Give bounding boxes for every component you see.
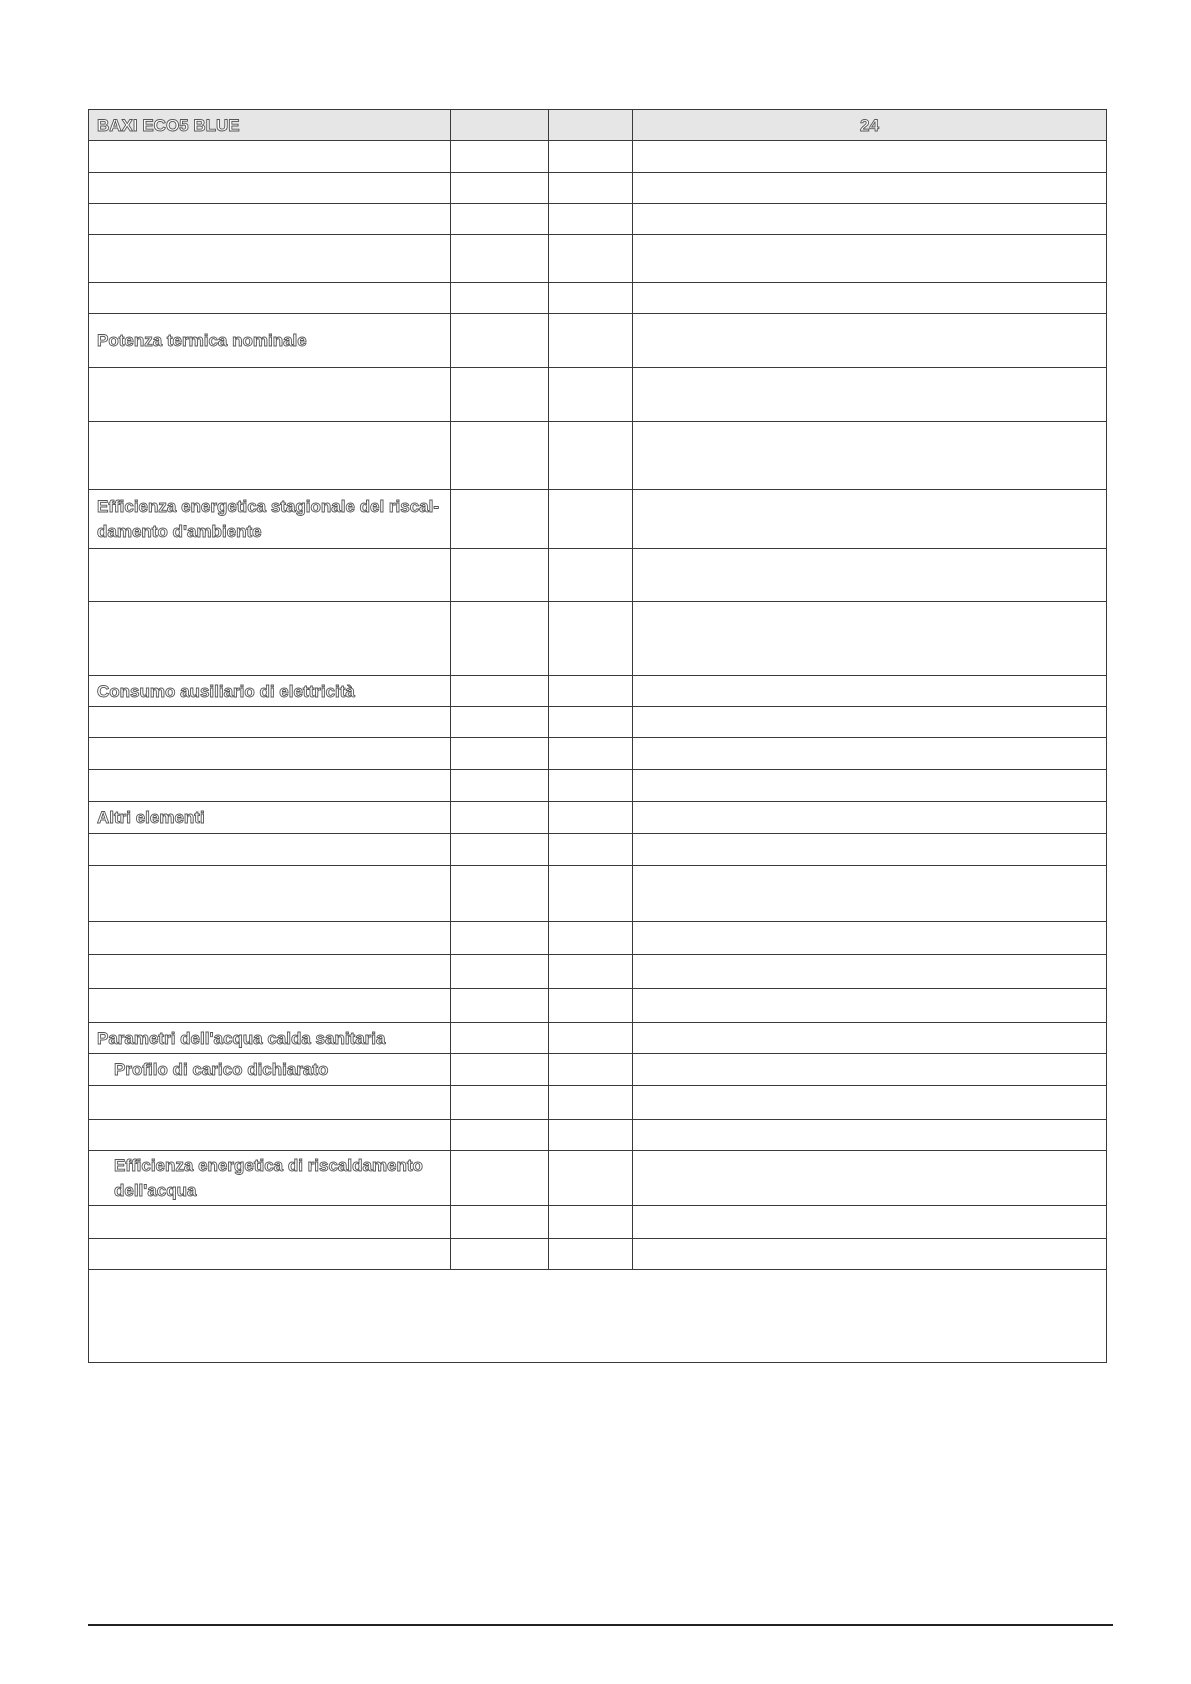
- row-cell: [549, 866, 633, 922]
- row-cell: [633, 738, 1107, 770]
- row-cell: [451, 204, 549, 235]
- row-cell: [633, 834, 1107, 866]
- row-label: Potenza termica nominale: [89, 314, 451, 368]
- table-row: [89, 1086, 1107, 1120]
- row-cell: [549, 173, 633, 204]
- row-cell: [633, 866, 1107, 922]
- row-cell: [549, 1086, 633, 1120]
- spec-table: [88, 109, 1107, 1363]
- row-cell: [549, 1120, 633, 1151]
- row-cell: [549, 549, 633, 602]
- row-cell: [451, 738, 549, 770]
- row-label: [89, 1086, 451, 1120]
- table-row: [89, 1239, 1107, 1270]
- table-row: [89, 1023, 1107, 1054]
- row-cell: [451, 1151, 549, 1206]
- table-row: [89, 314, 1107, 368]
- row-cell: [451, 770, 549, 802]
- row-label: [89, 922, 451, 955]
- row-label: [89, 1120, 451, 1151]
- row-label: [89, 955, 451, 989]
- table-header-row: [89, 110, 1107, 141]
- row-cell: [633, 314, 1107, 368]
- row-label: [89, 368, 451, 422]
- table-row: [89, 802, 1107, 834]
- row-cell: [633, 204, 1107, 235]
- row-label: [89, 1206, 451, 1239]
- row-cell: [633, 549, 1107, 602]
- table-row: [89, 676, 1107, 707]
- footer-rule: [88, 1624, 1113, 1626]
- row-cell: [451, 676, 549, 707]
- table-row: [89, 738, 1107, 770]
- row-cell: [549, 770, 633, 802]
- row-cell: [633, 235, 1107, 283]
- row-cell: [549, 802, 633, 834]
- table-row: [89, 834, 1107, 866]
- row-cell: [549, 1206, 633, 1239]
- row-label: [89, 866, 451, 922]
- row-cell: [633, 1120, 1107, 1151]
- model-name: BAXI ECO5 BLUE: [89, 110, 451, 141]
- row-cell: [549, 1023, 633, 1054]
- row-cell: [549, 283, 633, 314]
- row-cell: [451, 1054, 549, 1086]
- table-row: [89, 283, 1107, 314]
- row-label: [89, 834, 451, 866]
- row-cell: [451, 141, 549, 173]
- row-cell: [549, 204, 633, 235]
- table-row: [89, 422, 1107, 490]
- row-cell: [633, 1151, 1107, 1206]
- row-cell: [451, 802, 549, 834]
- row-cell: [451, 422, 549, 490]
- row-cell: [549, 955, 633, 989]
- table-row: [89, 707, 1107, 738]
- table-footnote: [89, 1270, 1107, 1363]
- row-cell: [451, 549, 549, 602]
- row-cell: [451, 490, 549, 549]
- row-label: [89, 283, 451, 314]
- row-cell: [549, 707, 633, 738]
- table-row: [89, 173, 1107, 204]
- row-cell: [633, 922, 1107, 955]
- row-cell: [549, 1054, 633, 1086]
- row-cell: [633, 1023, 1107, 1054]
- table-row: [89, 866, 1107, 922]
- row-cell: [451, 1120, 549, 1151]
- row-cell: [633, 173, 1107, 204]
- table-row: [89, 922, 1107, 955]
- row-label: [89, 204, 451, 235]
- row-label: [89, 738, 451, 770]
- row-cell: [549, 1239, 633, 1270]
- table-row: [89, 770, 1107, 802]
- model-value: 24: [633, 110, 1107, 141]
- table-row: [89, 235, 1107, 283]
- row-cell: [549, 738, 633, 770]
- table-row: [89, 1206, 1107, 1239]
- row-label: Parametri dell'acqua calda sanitaria: [89, 1023, 451, 1054]
- table-row: [89, 989, 1107, 1023]
- row-label: [89, 549, 451, 602]
- row-cell: [549, 314, 633, 368]
- row-cell: [451, 235, 549, 283]
- row-cell: [451, 922, 549, 955]
- table-row: [89, 1151, 1107, 1206]
- row-cell: [451, 707, 549, 738]
- row-cell: [633, 989, 1107, 1023]
- row-cell: [451, 1206, 549, 1239]
- row-cell: [549, 490, 633, 549]
- row-label: [89, 422, 451, 490]
- row-cell: [549, 989, 633, 1023]
- row-cell: [633, 422, 1107, 490]
- row-label: Consumo ausiliario di elettricità: [89, 676, 451, 707]
- row-label: Profilo di carico dichiarato: [89, 1054, 451, 1086]
- row-cell: [633, 141, 1107, 173]
- row-cell: [633, 1206, 1107, 1239]
- row-cell: [633, 955, 1107, 989]
- table-row: [89, 204, 1107, 235]
- row-cell: [549, 368, 633, 422]
- row-label: Efficienza energetica di riscaldamento dell'acqua: [89, 1151, 451, 1206]
- row-cell: [549, 1151, 633, 1206]
- row-cell: [549, 922, 633, 955]
- row-cell: [633, 490, 1107, 549]
- header-unit: [451, 110, 549, 141]
- table-row: [89, 141, 1107, 173]
- row-cell: [549, 602, 633, 676]
- row-cell: [451, 368, 549, 422]
- row-label: [89, 141, 451, 173]
- row-label: Altri elementi: [89, 802, 451, 834]
- row-cell: [633, 1054, 1107, 1086]
- row-cell: [633, 676, 1107, 707]
- row-cell: [549, 141, 633, 173]
- row-cell: [633, 802, 1107, 834]
- table-footnote-row: [89, 1270, 1107, 1363]
- row-label: Efficienza energetica stagionale del riscal-damento d'ambiente: [89, 490, 451, 549]
- row-cell: [633, 1086, 1107, 1120]
- row-cell: [633, 1239, 1107, 1270]
- row-cell: [633, 707, 1107, 738]
- row-label: [89, 235, 451, 283]
- row-cell: [451, 989, 549, 1023]
- row-cell: [451, 602, 549, 676]
- row-cell: [549, 834, 633, 866]
- row-cell: [633, 368, 1107, 422]
- row-label: [89, 1239, 451, 1270]
- table-row: [89, 490, 1107, 549]
- row-cell: [633, 770, 1107, 802]
- row-cell: [549, 676, 633, 707]
- row-cell: [451, 866, 549, 922]
- row-cell: [451, 955, 549, 989]
- row-cell: [451, 283, 549, 314]
- row-cell: [451, 834, 549, 866]
- row-cell: [451, 1086, 549, 1120]
- row-cell: [451, 1023, 549, 1054]
- row-cell: [451, 173, 549, 204]
- row-label: [89, 602, 451, 676]
- table-row: [89, 368, 1107, 422]
- table-row: [89, 549, 1107, 602]
- row-label: [89, 989, 451, 1023]
- row-cell: [633, 602, 1107, 676]
- header-symbol: [549, 110, 633, 141]
- table-row: [89, 1120, 1107, 1151]
- table-row: [89, 955, 1107, 989]
- table-row: [89, 602, 1107, 676]
- row-label: [89, 173, 451, 204]
- row-label: [89, 707, 451, 738]
- table-row: [89, 1054, 1107, 1086]
- row-cell: [633, 283, 1107, 314]
- row-cell: [549, 235, 633, 283]
- row-cell: [549, 422, 633, 490]
- row-cell: [451, 1239, 549, 1270]
- row-cell: [451, 314, 549, 368]
- row-label: [89, 770, 451, 802]
